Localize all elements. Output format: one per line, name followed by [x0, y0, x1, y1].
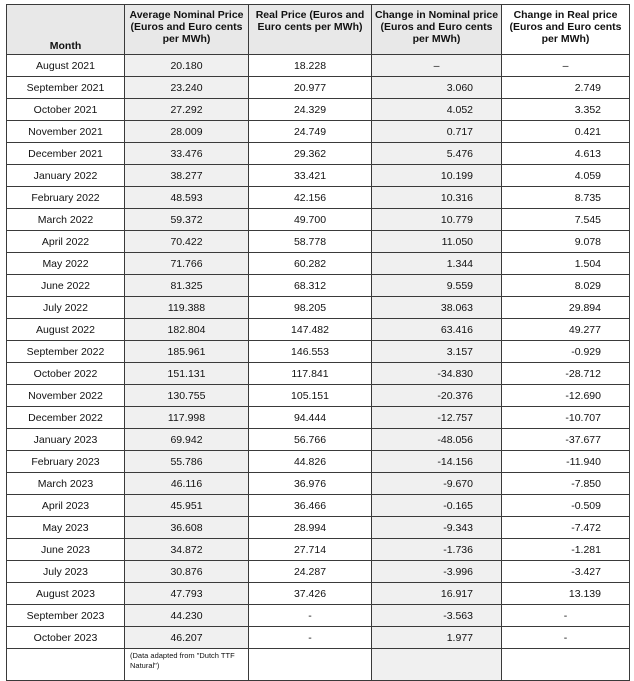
real-price-cell: 27.714: [249, 539, 372, 561]
month-cell: May 2022: [7, 253, 125, 275]
change-real-cell: -7.850: [502, 473, 630, 495]
nominal-price-cell: 151.131: [125, 363, 249, 385]
month-cell: June 2023: [7, 539, 125, 561]
real-price-cell: 147.482: [249, 319, 372, 341]
real-price-cell: 117.841: [249, 363, 372, 385]
change-real-cell: 7.545: [502, 209, 630, 231]
table-row: [7, 561, 630, 583]
change-nominal-cell: -34.830: [372, 363, 502, 385]
table-row: [7, 495, 630, 517]
header-change-nominal-price: Change in Nominal price (Euros and Euro cents per MWh): [372, 5, 502, 55]
month-cell: November 2022: [7, 385, 125, 407]
nominal-price-cell: 119.388: [125, 297, 249, 319]
change-nominal-cell: 16.917: [372, 583, 502, 605]
month-cell: January 2022: [7, 165, 125, 187]
note-empty-change-real: [502, 649, 630, 681]
real-price-cell: 36.976: [249, 473, 372, 495]
month-cell: February 2023: [7, 451, 125, 473]
nominal-price-cell: 182.804: [125, 319, 249, 341]
change-real-cell: 4.059: [502, 165, 630, 187]
nominal-price-cell: 20.180: [125, 55, 249, 77]
real-price-cell: 146.553: [249, 341, 372, 363]
note-empty-month: [7, 649, 125, 681]
real-price-cell: -: [249, 605, 372, 627]
table-row: [7, 363, 630, 385]
nominal-price-cell: 70.422: [125, 231, 249, 253]
header-average-nominal-price: Average Nominal Price (Euros and Euro cents per MWh): [125, 5, 249, 55]
month-cell: September 2021: [7, 77, 125, 99]
note-empty-change-nominal: [372, 649, 502, 681]
table-row: [7, 539, 630, 561]
month-cell: October 2021: [7, 99, 125, 121]
table-row: [7, 385, 630, 407]
month-cell: September 2023: [7, 605, 125, 627]
change-nominal-cell: -14.156: [372, 451, 502, 473]
month-cell: November 2021: [7, 121, 125, 143]
data-source-note: (Data adapted from "Dutch TTF Natural"): [125, 649, 249, 681]
nominal-price-cell: 33.476: [125, 143, 249, 165]
table-row: [7, 165, 630, 187]
change-nominal-cell: -9.343: [372, 517, 502, 539]
table-row: [7, 451, 630, 473]
month-cell: July 2022: [7, 297, 125, 319]
month-cell: December 2021: [7, 143, 125, 165]
change-real-cell: 3.352: [502, 99, 630, 121]
header-change-real-price: Change in Real price (Euros and Euro cents per MWh): [502, 5, 630, 55]
real-price-cell: 28.994: [249, 517, 372, 539]
change-nominal-cell: -0.165: [372, 495, 502, 517]
real-price-cell: 98.205: [249, 297, 372, 319]
change-nominal-cell: 63.416: [372, 319, 502, 341]
change-nominal-cell: -3.996: [372, 561, 502, 583]
change-nominal-cell: 10.779: [372, 209, 502, 231]
change-real-cell: -37.677: [502, 429, 630, 451]
change-nominal-cell: -1.736: [372, 539, 502, 561]
change-real-cell: -10.707: [502, 407, 630, 429]
real-price-cell: 33.421: [249, 165, 372, 187]
change-nominal-cell: –: [372, 55, 502, 77]
nominal-price-cell: 48.593: [125, 187, 249, 209]
change-real-cell: 29.894: [502, 297, 630, 319]
table-row: [7, 473, 630, 495]
change-nominal-cell: 10.199: [372, 165, 502, 187]
real-price-cell: 44.826: [249, 451, 372, 473]
nominal-price-cell: 28.009: [125, 121, 249, 143]
month-cell: June 2022: [7, 275, 125, 297]
nominal-price-cell: 44.230: [125, 605, 249, 627]
month-cell: March 2022: [7, 209, 125, 231]
change-real-cell: 2.749: [502, 77, 630, 99]
month-cell: May 2023: [7, 517, 125, 539]
month-cell: August 2021: [7, 55, 125, 77]
nominal-price-cell: 45.951: [125, 495, 249, 517]
real-price-cell: 42.156: [249, 187, 372, 209]
nominal-price-cell: 185.961: [125, 341, 249, 363]
nominal-price-cell: 46.116: [125, 473, 249, 495]
header-real-price: Real Price (Euros and Euro cents per MWh): [249, 5, 372, 55]
nominal-price-cell: 30.876: [125, 561, 249, 583]
change-nominal-cell: 0.717: [372, 121, 502, 143]
change-nominal-cell: 5.476: [372, 143, 502, 165]
change-nominal-cell: -12.757: [372, 407, 502, 429]
change-real-cell: -1.281: [502, 539, 630, 561]
table-row: [7, 209, 630, 231]
month-cell: October 2023: [7, 627, 125, 649]
table-row: [7, 319, 630, 341]
table-row: [7, 143, 630, 165]
table-row: [7, 187, 630, 209]
real-price-cell: -: [249, 627, 372, 649]
table-row: [7, 341, 630, 363]
table-row: [7, 583, 630, 605]
change-nominal-cell: 11.050: [372, 231, 502, 253]
table-row: [7, 253, 630, 275]
month-cell: August 2022: [7, 319, 125, 341]
month-cell: October 2022: [7, 363, 125, 385]
table-row: [7, 429, 630, 451]
price-table-container: [6, 4, 630, 681]
table-row: [7, 77, 630, 99]
real-price-cell: 68.312: [249, 275, 372, 297]
change-nominal-cell: -9.670: [372, 473, 502, 495]
nominal-price-cell: 59.372: [125, 209, 249, 231]
table-body: [7, 55, 630, 649]
change-nominal-cell: 9.559: [372, 275, 502, 297]
change-nominal-cell: 4.052: [372, 99, 502, 121]
note-row: [7, 649, 630, 681]
real-price-cell: 37.426: [249, 583, 372, 605]
nominal-price-cell: 46.207: [125, 627, 249, 649]
table-row: [7, 231, 630, 253]
real-price-cell: 18.228: [249, 55, 372, 77]
change-nominal-cell: 10.316: [372, 187, 502, 209]
change-nominal-cell: -20.376: [372, 385, 502, 407]
change-nominal-cell: 1.977: [372, 627, 502, 649]
change-real-cell: -11.940: [502, 451, 630, 473]
table-row: [7, 407, 630, 429]
nominal-price-cell: 38.277: [125, 165, 249, 187]
real-price-cell: 24.329: [249, 99, 372, 121]
month-cell: March 2023: [7, 473, 125, 495]
nominal-price-cell: 117.998: [125, 407, 249, 429]
real-price-cell: 49.700: [249, 209, 372, 231]
real-price-cell: 56.766: [249, 429, 372, 451]
table-row: [7, 275, 630, 297]
header-row: [7, 5, 630, 55]
month-cell: April 2023: [7, 495, 125, 517]
nominal-price-cell: 47.793: [125, 583, 249, 605]
nominal-price-cell: 69.942: [125, 429, 249, 451]
change-real-cell: -0.509: [502, 495, 630, 517]
header-month: Month: [7, 5, 125, 55]
change-nominal-cell: 38.063: [372, 297, 502, 319]
month-cell: August 2023: [7, 583, 125, 605]
note-empty-real: [249, 649, 372, 681]
change-real-cell: 8.735: [502, 187, 630, 209]
table-row: [7, 55, 630, 77]
change-real-cell: 4.613: [502, 143, 630, 165]
real-price-cell: 24.287: [249, 561, 372, 583]
real-price-cell: 20.977: [249, 77, 372, 99]
nominal-price-cell: 130.755: [125, 385, 249, 407]
month-cell: September 2022: [7, 341, 125, 363]
month-cell: July 2023: [7, 561, 125, 583]
real-price-cell: 29.362: [249, 143, 372, 165]
month-cell: February 2022: [7, 187, 125, 209]
nominal-price-cell: 71.766: [125, 253, 249, 275]
nominal-price-cell: 27.292: [125, 99, 249, 121]
real-price-cell: 58.778: [249, 231, 372, 253]
change-real-cell: -: [502, 605, 630, 627]
change-real-cell: 13.139: [502, 583, 630, 605]
gas-price-table: [6, 4, 630, 681]
change-nominal-cell: 3.157: [372, 341, 502, 363]
nominal-price-cell: 81.325: [125, 275, 249, 297]
change-real-cell: 49.277: [502, 319, 630, 341]
table-row: [7, 99, 630, 121]
month-cell: December 2022: [7, 407, 125, 429]
change-real-cell: -7.472: [502, 517, 630, 539]
change-real-cell: 1.504: [502, 253, 630, 275]
real-price-cell: 24.749: [249, 121, 372, 143]
change-nominal-cell: -3.563: [372, 605, 502, 627]
real-price-cell: 105.151: [249, 385, 372, 407]
nominal-price-cell: 55.786: [125, 451, 249, 473]
table-row: [7, 627, 630, 649]
change-real-cell: 8.029: [502, 275, 630, 297]
table-row: [7, 121, 630, 143]
change-real-cell: 0.421: [502, 121, 630, 143]
change-real-cell: -0.929: [502, 341, 630, 363]
change-real-cell: 9.078: [502, 231, 630, 253]
real-price-cell: 60.282: [249, 253, 372, 275]
change-real-cell: -: [502, 627, 630, 649]
month-cell: January 2023: [7, 429, 125, 451]
change-real-cell: –: [502, 55, 630, 77]
change-nominal-cell: 1.344: [372, 253, 502, 275]
change-real-cell: -12.690: [502, 385, 630, 407]
change-real-cell: -3.427: [502, 561, 630, 583]
nominal-price-cell: 23.240: [125, 77, 249, 99]
table-row: [7, 517, 630, 539]
change-nominal-cell: 3.060: [372, 77, 502, 99]
table-row: [7, 297, 630, 319]
nominal-price-cell: 36.608: [125, 517, 249, 539]
change-nominal-cell: -48.056: [372, 429, 502, 451]
nominal-price-cell: 34.872: [125, 539, 249, 561]
table-row: [7, 605, 630, 627]
real-price-cell: 94.444: [249, 407, 372, 429]
month-cell: April 2022: [7, 231, 125, 253]
real-price-cell: 36.466: [249, 495, 372, 517]
change-real-cell: -28.712: [502, 363, 630, 385]
